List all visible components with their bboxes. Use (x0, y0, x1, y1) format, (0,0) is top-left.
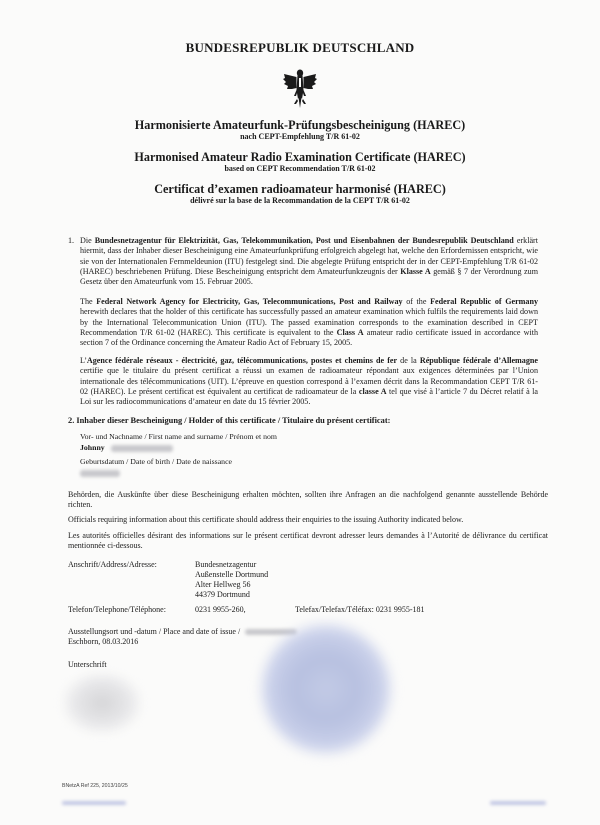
redacted-surname (111, 445, 173, 452)
section-number: 1. (68, 236, 75, 245)
subtitle-german: nach CEPT-Empfehlung T/R 61-02 (240, 132, 360, 141)
holder-dob (80, 468, 120, 478)
republic-french: République fédérale d’Allemagne (419, 356, 538, 365)
agency-name-french: Agence fédérale réseaux - électricité, gaz, télécommunications, postes et chemins de fer (86, 356, 398, 365)
redacted-signature (62, 672, 142, 734)
issue-place-date: Eschborn, 08.03.2016 (68, 637, 139, 646)
class-french: classe A (358, 386, 387, 396)
form-reference: BNetzA Ref 225, 2013/10/25 (62, 783, 128, 789)
telephone-number: 0231 9955-260, (195, 605, 246, 614)
info-german: Behörden, die Auskünfte über diese Bescheinigung erhalten möchten, sollten ihre Anfragen an die nachfolgend genannte ausstellende Behörde richten. (68, 490, 548, 510)
holder-name (80, 443, 173, 453)
holder-first-name: Johnny (80, 443, 105, 452)
official-seal (262, 625, 390, 753)
address-label: Anschrift/Address/Adresse: (68, 560, 157, 569)
issue-label: Ausstellungsort und -datum / Place and date of issue / (68, 627, 241, 636)
title-english: Harmonised Amateur Radio Examination Certificate (HAREC) (134, 150, 466, 164)
info-english: Officials requiring information about this certificate should address their enquiries to the issuing Authority indicated below. (68, 515, 464, 524)
address-line: 44379 Dortmund (195, 590, 250, 599)
address-line: Bundesnetzagentur (195, 560, 257, 569)
class-english: Class A (336, 327, 364, 337)
title-german: Harmonisierte Amateurfunk-Prüfungsbescheinigung (HAREC) (134, 118, 466, 132)
paragraph-german: Die Bundesnetzagentur für Elektrizität, Gas, Telekommunikation, Post und Eisenbahnen der Bundesrepublik Deutschland erklärt hiermit, dass der Inhaber dieser Bescheinigung eine Amateurfunkprüfung erfolgreich abgelegt hat, welche den Erfordernissen entspricht, wie sie von der Internationalen Fernmeldeunion (ITU) festgelegt sind. Die abgelegte Prüfung entspricht der in der CEPT-Empfehlung T/R 61-02 (HAREC) beschriebenen Prüfung. Diese Bescheinigung entspricht dem Amateurfunkzeugnis der Klasse A gemäß § 7 der Verordnung zum Gesetz über den Amateurfunk vom 15. Februar 2005. (80, 236, 538, 287)
section2-heading: 2. Inhaber dieser Bescheinigung / Holder of this certificate / Titulaire du présent certificat: (68, 416, 391, 425)
fax-line: Telefax/Telefax/Téléfax: 0231 9955-181 (295, 605, 425, 614)
redacted-issue-text (245, 629, 297, 635)
holder-dob-label: Geburtsdatum / Date of birth / Date de naissance (80, 457, 232, 466)
agency-name-english: Federal Network Agency for Electricity, Gas, Telecommunications, Post and Railway (96, 297, 403, 306)
telephone-label: Telefon/Telephone/Téléphone: (68, 605, 166, 614)
federal-eagle-icon (282, 66, 318, 110)
address-block (195, 560, 268, 600)
footer-left-mark (62, 800, 126, 806)
subtitle-english: based on CEPT Recommendation T/R 61-02 (224, 164, 376, 173)
address-line: Außenstelle Dortmund (195, 570, 269, 579)
certificate-titles (0, 118, 600, 206)
class-german: Klasse A (400, 266, 431, 276)
address-line: Alter Hellweg 56 (195, 580, 251, 589)
holder-name-label: Vor- und Nachname / First name and surname / Prénom et nom (80, 432, 277, 441)
redacted-footer-code (62, 801, 126, 805)
redacted-birthdate (80, 470, 120, 477)
paragraph-french: L’Agence fédérale réseaux - électricité, gaz, télécommunications, postes et chemins de fer de la République fédérale d’Allemagne certifie que le titulaire du présent certificat a réussi un examen de radioamateur répondant aux exigences déterminées par l’Union internationale des télécommunications (UIT). L’épreuve en question correspond à l’examen décrit dans la Recommandation CEPT T/R 61-02 (HAREC). Le présent certificat est équivalent au certificat de radioamateur de la classe A tel que visé à l’article 7 du Décret relatif à la Loi sur les radiocommunications d’amateur en date du 15 février 2005. (80, 356, 538, 407)
redacted-footer-code (490, 801, 546, 805)
signature-label: Unterschrift (68, 660, 107, 669)
republic-english: Federal Republic of Germany (430, 297, 539, 306)
info-french: Les autorités officielles désirant des informations sur le présent certificat devront adresser leurs demandes à l’Autorité de délivrance du certificat mentionnée ci-dessous. (68, 531, 548, 551)
agency-name-german: Bundesnetzagentur für Elektrizität, Gas, Telekommunikation, Post und Eisenbahnen der Bundesrepublik Deutschland (94, 236, 514, 245)
paragraph-english: The Federal Network Agency for Electricity, Gas, Telecommunications, Post and Railway of the Federal Republic of Germany herewith declares that the holder of this certificate has successfully passed an amateur examination which fulfils the requirements laid down by the International Telecommunication Union (ITU). The passed examination corresponds to the examination described in CEPT Recommendation T/R 61-02 (HAREC). This certificate is equivalent to the Class A amateur radio certificate issued in accordance with section 7 of the Ordinance concerning the Amateur Radio Act of February 15, 2005. (80, 297, 539, 348)
subtitle-french: délivré sur la base de la Recommandation de la CEPT T/R 61-02 (190, 196, 410, 205)
issue-block (68, 627, 297, 647)
footer-right-mark (490, 800, 546, 806)
title-french: Certificat d’examen radioamateur harmonisé (HAREC) (154, 182, 446, 196)
country-heading: BUNDESREPUBLIK DEUTSCHLAND (185, 40, 415, 55)
